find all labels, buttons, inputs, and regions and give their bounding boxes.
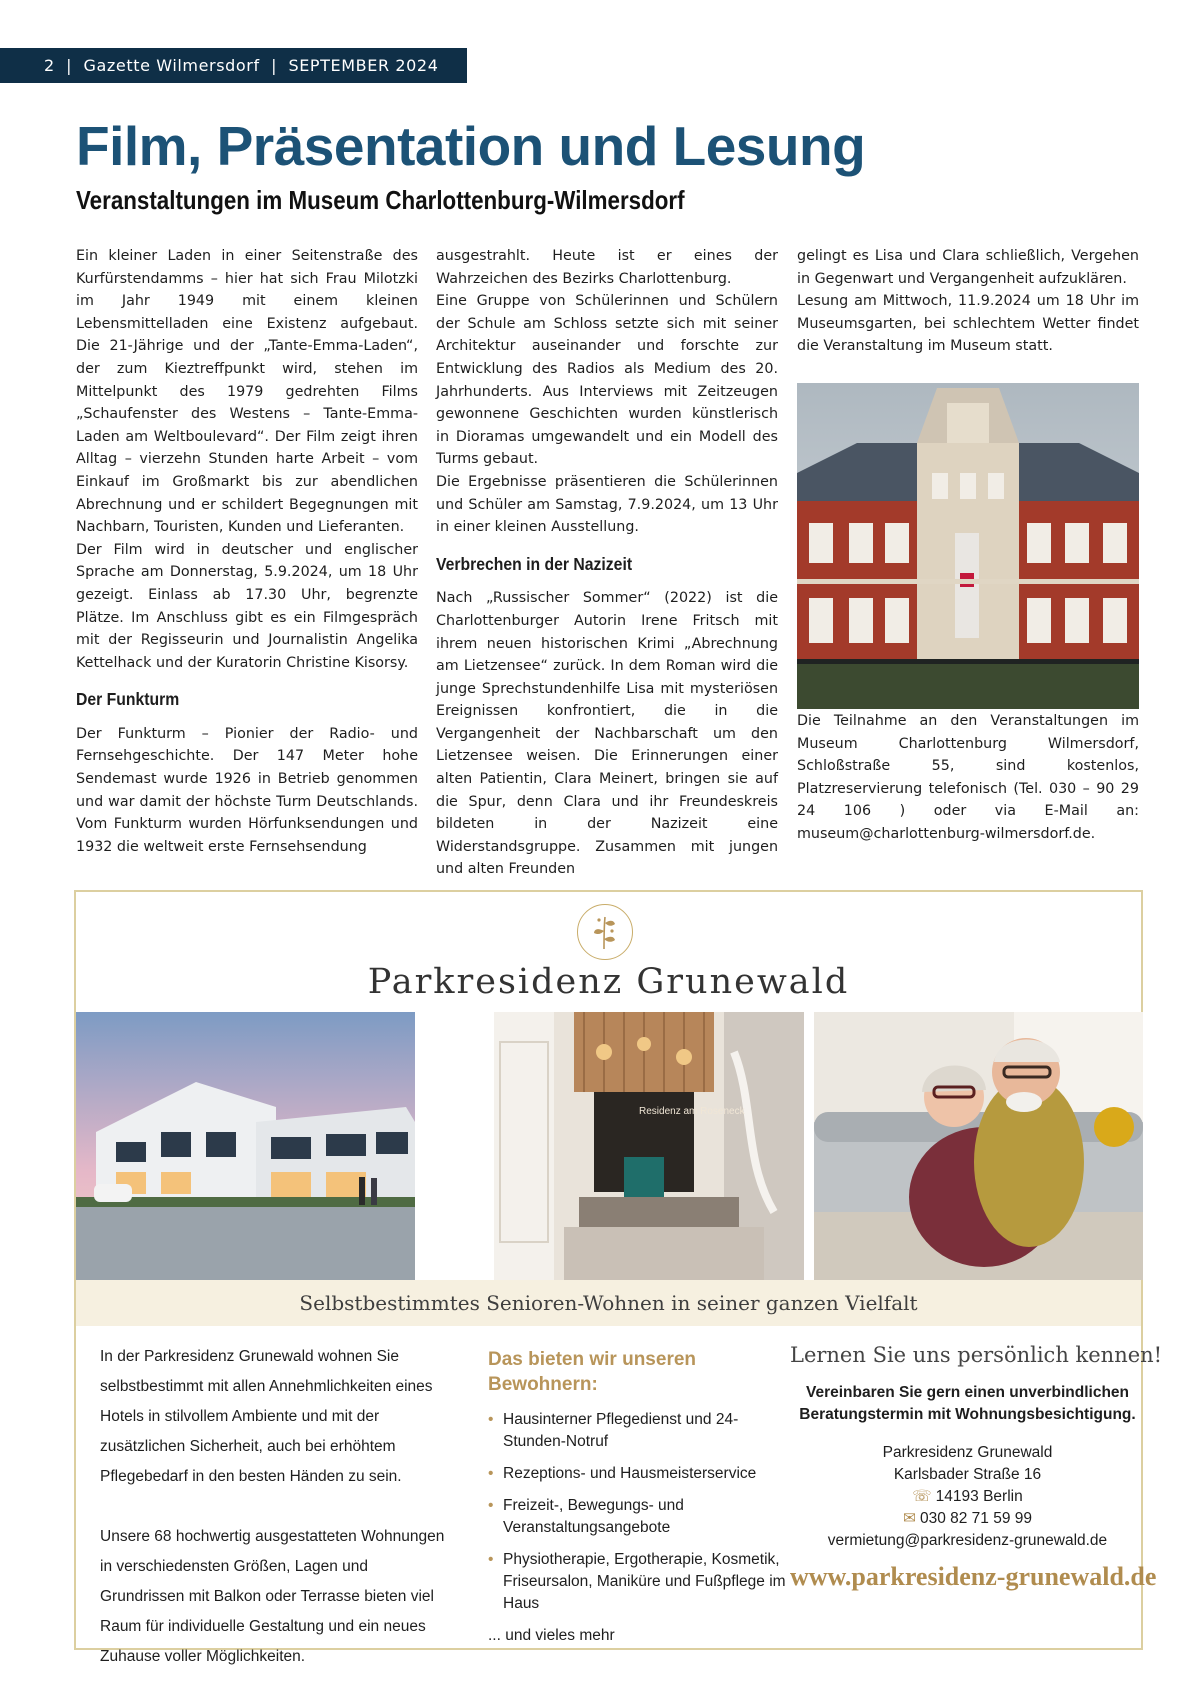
section-heading-nazizeit: Verbrechen in der Nazizeit <box>436 553 633 574</box>
contact-cta: Vereinbaren Sie gern einen unverbindlichen Beratungstermin mit Wohnungsbesichtigung. <box>799 1384 1136 1423</box>
running-header: 2 | Gazette Wilmersdorf | SEPTEMBER 2024 <box>0 48 467 83</box>
offers-heading: Das bieten wir unseren Bewohnern: <box>488 1349 697 1395</box>
phone-icon: ☏ <box>912 1488 932 1505</box>
ad-intro-text <box>100 1342 445 1672</box>
museum-building-photo <box>797 383 1139 709</box>
paragraph: ausgestrahlt. Heute ist er eines der Wahrzeichen des Bezirks Charlottenburg. <box>436 248 778 287</box>
ad-brand-name: Parkresidenz Grunewald <box>367 962 850 1002</box>
leaf-logo-icon <box>577 904 633 960</box>
list-item: • Physiotherapie, Ergotherapie, Kosmetik, Friseursalon, Maniküre und Fußpflege im Haus <box>488 1551 786 1612</box>
offers-list <box>488 1409 788 1615</box>
website-link[interactable]: www.parkresidenz-grunewald.de <box>790 1562 1157 1591</box>
contact-phone-line <box>790 1508 1145 1530</box>
publication-name: Gazette Wilmersdorf <box>83 56 260 75</box>
ad-paragraph: In der Parkresidenz Grunewald wohnen Sie selbstbestimmt mit allen Annehmlichkeiten eines Hotels in stilvollem Ambiente und mit der zusätzlichen Sicherheit, auch bei erhöhtem Pflegebedarf in den besten Händen zu sein. <box>100 1348 433 1485</box>
contact-heading: Lernen Sie uns persönlich kennen! <box>790 1343 1163 1367</box>
residence-exterior-photo <box>76 1012 415 1280</box>
ad-paragraph: Unsere 68 hochwertig ausgestatteten Wohnungen in verschiedensten Größen, Lagen und Grundrissen mit Balkon oder Terrasse bieten viel Raum für individuelle Gestaltung und ein neues Zuhause voller Möglichkeiten. <box>100 1528 445 1665</box>
article-subheadline: Veranstaltungen im Museum Charlottenburg-Wilmersdorf <box>76 185 685 215</box>
ad-offers <box>488 1347 788 1647</box>
offers-more: ... und vieles mehr <box>488 1627 615 1644</box>
list-item: • Rezeptions- und Hausmeisterservice <box>488 1465 757 1482</box>
contact-city-line <box>790 1486 1145 1508</box>
contact-name: Parkresidenz Grunewald <box>882 1444 1053 1461</box>
contact-street: Karlsbader Straße 16 <box>893 1466 1042 1483</box>
lobby-sign-text: Residenz am Roseneck <box>639 1106 745 1117</box>
ad-tagline: Selbstbestimmtes Senioren-Wohnen in seiner ganzen Vielfalt <box>76 1280 1141 1326</box>
list-item: • Freizeit-, Bewegungs- und Veranstaltungsangebote <box>488 1497 684 1536</box>
paragraph: Nach „Russischer Sommer“ (2022) ist die Charlottenburger Autorin Irene Fritsch mit ihrem neuen historischen Krimi „Abrechnung am Lietzensee“ zurück. In dem Roman wird die junge Sprechstundenhilfe Lisa mit mysteriösen Ereignissen konfrontiert, die in die Vergangenheit der Nachbarschaft um den Lietzensee weisen. Die Erinnerungen einer alten Patientin, Clara Meinert, bringen sie auf die Spur, denn Clara und ihr Freundeskreis bildeten in der Nazizeit eine Widerstandsgruppe. Zusammen mit jungen und alten Freunden <box>436 590 778 878</box>
paragraph: Eine Gruppe von Schülerinnen und Schülern der Schule am Schloss setzte sich mit seiner Architektur auseinander und forschte zur Entwicklung des Radios als Medium des 20. Jahrhunderts. Aus Interviews mit Zeitzeugen gewonnene Geschichten wurden künstlerisch in Dioramas umgewandelt und ein Modell des Turms gebaut. <box>436 293 778 468</box>
paragraph: Die Ergebnisse präsentieren die Schülerinnen und Schüler am Samstag, 7.9.2024, um 13 Uhr in einer kleinen Ausstellung. <box>436 473 778 536</box>
section-heading-funkturm: Der Funkturm <box>76 689 180 710</box>
ad-contact <box>790 1343 1163 1591</box>
article-column-2 <box>436 245 778 881</box>
paragraph: gelingt es Lisa und Clara schließlich, Vergehen in Gegenwart und Vergangenheit aufzuklären. <box>797 248 1139 287</box>
list-item: • Hausinterner Pflegedienst und 24-Stunden-Notruf <box>488 1411 739 1450</box>
envelope-icon: ✉ <box>902 1510 916 1527</box>
issue-date: SEPTEMBER 2024 <box>288 56 439 75</box>
paragraph: Lesung am Mittwoch, 11.9.2024 um 18 Uhr im Museumsgarten, bei schlechtem Wetter findet die Veranstaltung im Museum statt. <box>797 293 1139 355</box>
paragraph: Die Teilnahme an den Veranstaltungen im Museum Charlottenburg Wilmersdorf, Schloßstraße 55, sind kostenlos, Platzreservierung telefonisch (Tel. 030 – 90 29 24 106 ) oder via E-Mail an: museum@charlottenburg-wilmersdorf.de. <box>797 712 1139 842</box>
contact-city: 14193 Berlin <box>935 1488 1023 1505</box>
page-number: 2 <box>44 56 55 75</box>
advertisement-parkresidenz <box>74 890 1163 1665</box>
article-headline: Film, Präsentation und Lesung <box>76 115 866 177</box>
paragraph: Ein kleiner Laden in einer Seitenstraße des Kurfürstendamms – hier hat sich Frau Milotzki im Jahr 1949 mit einem kleinen Lebensmittelladen eine Existenz aufgebaut. Die 21-Jährige und der „Tante-Emma-Laden“, der zum Kieztreffpunkt wird, stehen im Mittelpunkt des 1979 gedrehten Films „Schaufenster des Westens – Tante-Emma-Laden am Weltboulevard“. Der Film zeigt ihren Alltag – vierzehn Stunden harte Arbeit – vom Einkauf im Großmarkt bis zur abendlichen Abrechnung und er schildert Begegnungen mit Nachbarn, Touristen, Kunden und Lieferanten. <box>76 248 418 536</box>
contact-email[interactable]: vermietung@parkresidenz-grunewald.de <box>827 1532 1108 1549</box>
residence-lobby-photo <box>494 1012 804 1280</box>
contact-phone[interactable]: 030 82 71 59 99 <box>919 1510 1033 1527</box>
paragraph: Der Film wird in deutscher und englischer Sprache am Donnerstag, 5.9.2024, um 18 Uhr gezeigt. Einlass ab 17.30 Uhr, begrenzte Plätze. Im Anschluss gibt es ein Filmgespräch mit der Regisseurin und Journalistin Angelika Kettelhack und der Kuratorin Christine Kisorsy. <box>76 541 418 671</box>
senior-couple-photo <box>814 1012 1143 1280</box>
article-column-1 <box>76 245 418 858</box>
paragraph: Der Funkturm – Pionier der Radio- und Fernsehgeschichte. Der 147 Meter hohe Sendemast wurde 1926 in Betrieb genommen und war damit der höchste Turm Deutschlands. Vom Funkturm wurden Hörfunksendungen und 1932 die weltweit erste Fernsehsendung <box>76 725 418 855</box>
